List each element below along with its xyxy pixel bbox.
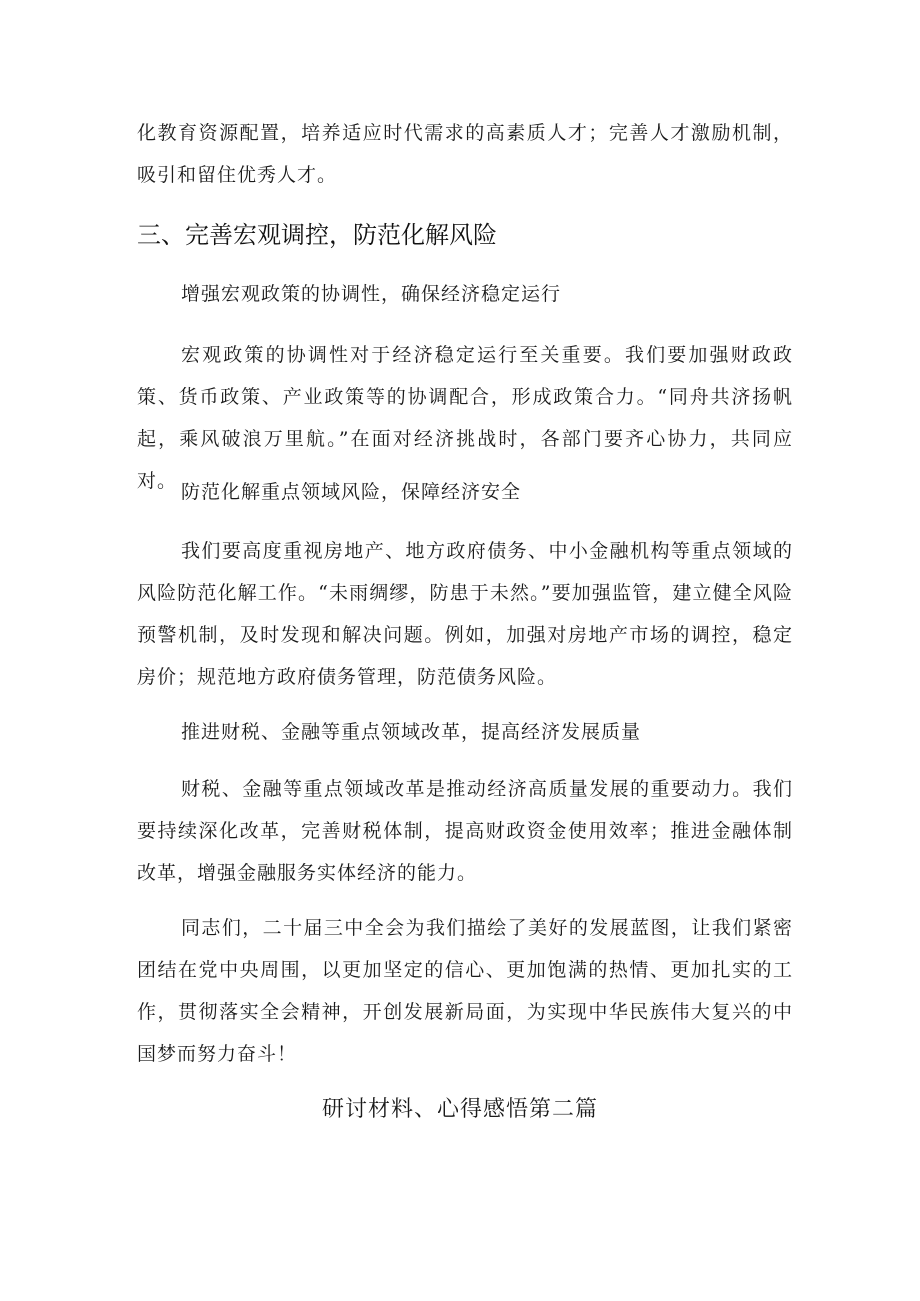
intro-paragraph: 化教育资源配置，培养适应时代需求的高素质人才；完善人才激励机制，吸引和留住优秀人才。 — [137, 122, 793, 186]
paragraph-policy-coordination: 宏观政策的协调性对于经济稳定运行至关重要。我们要加强财政政策、货币政策、产业政策等的协调配合，形成政策合力。“同舟共济扬帆起，乘风破浪万里航。”在面对经济挑战时，各部门要齐心协力，共同应对。 — [137, 344, 793, 492]
closing-paragraph: 同志们，二十届三中全会为我们描绘了美好的发展蓝图，让我们紧密团结在党中央周围，以更加坚定的信心、更加饱满的热情、更加扎实的工作，贯彻落实全会精神，开创发展新局面，为实现中华民族伟大复兴的中国梦而努力奋斗！ — [137, 917, 793, 1065]
paragraph-reform: 财税、金融等重点领域改革是推动经济高质量发展的重要动力。我们要持续深化改革，完善财税体制，提高财政资金使用效率；推进金融体制改革，增强金融服务实体经济的能力。 — [137, 778, 793, 884]
subheading-risk-prevention: 防范化解重点领域风险，保障经济安全 — [181, 481, 522, 503]
next-article-title: 研讨材料、心得感悟第二篇 — [321, 1097, 598, 1122]
section-heading: 三、完善宏观调控，防范化解风险 — [137, 221, 497, 249]
subheading-reform: 推进财税、金融等重点领域改革，提高经济发展质量 — [181, 721, 642, 743]
paragraph-risk-prevention: 我们要高度重视房地产、地方政府债务、中小金融机构等重点领域的风险防范化解工作。“未雨绸缪，防患于未然。”要加强监管，建立健全风险预警机制，及时发现和解决问题。例如，加强对房地产市场的调控，稳定房价；规范地方政府债务管理，防范债务风险。 — [137, 540, 793, 688]
subheading-policy-coordination: 增强宏观政策的协调性，确保经济稳定运行 — [181, 283, 562, 305]
